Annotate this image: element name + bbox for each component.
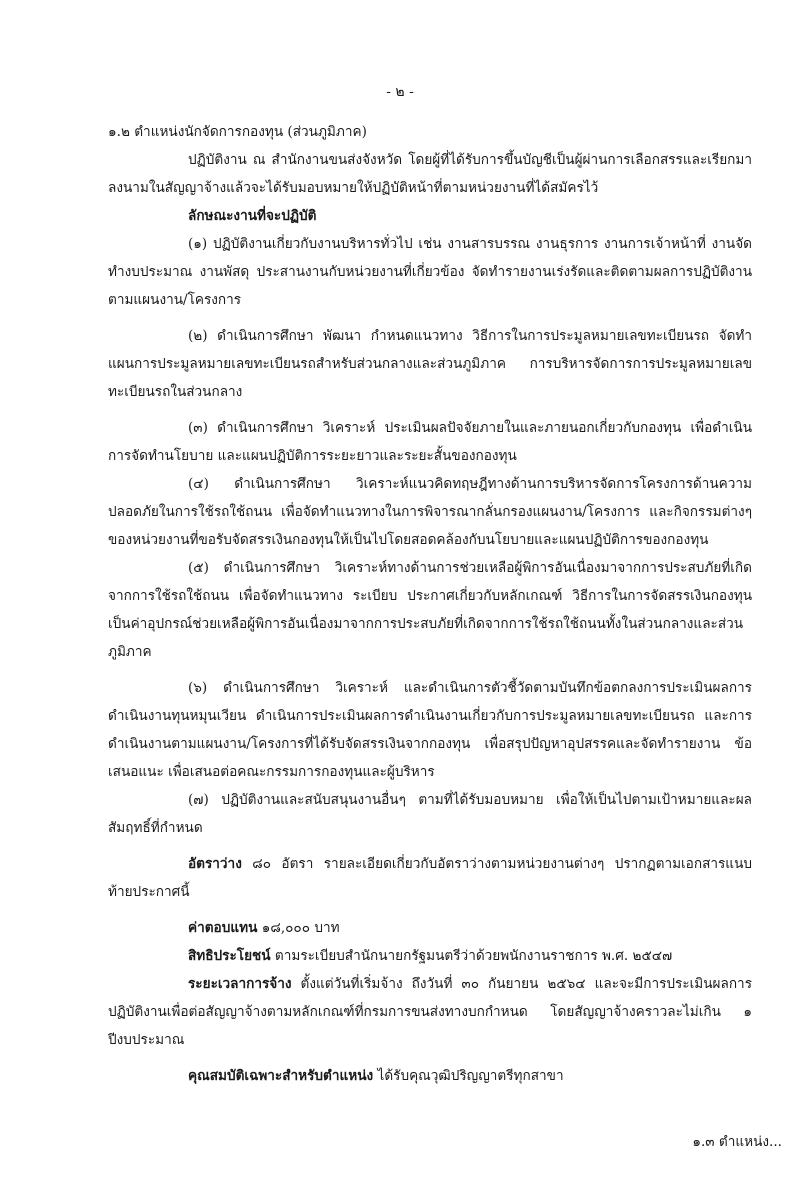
term-paragraph [108,970,752,1054]
section-heading: ๑.๒ ตำแหน่งนักจัดการกองทุน (ส่วนภูมิภาค) [108,124,367,140]
term-text: ตั้งแต่วันที่เริ่มจ้าง ถึงวันที่ ๓๐ กันยายน ๒๕๖๔ และจะมีการประเมินผลการปฏิบัติงานเพื่อต่อสัญญาจ้างตามหลักเกณฑ์ที่กรมการขนส่งทางบกกำหนด โดยสัญญาจ้างคราวละไม่เกิน ๑ ปีงบประมาณ [108,976,752,1048]
duty-item-4: (๔) ดำเนินการศึกษา วิเคราะห์แนวคิดทฤษฎีทางด้านการบริหารจัดการโครงการด้านความปลอดภัยในการใช้รถใช้ถนน เพื่อจัดทำแนวทางในการพิจารณากลั่นกรองแผนงาน/โครงการ และกิจกรรมต่างๆ ของหน่วยงานที่ขอรับจัดสรรเงินกองทุนให้เป็นไปโดยสอดคล้องกับนโยบายและแผนปฏิบัติการของกองทุน [108,476,752,548]
vacancy-paragraph [108,850,752,906]
document-body [108,118,752,1090]
section-intro: ปฏิบัติงาน ณ สำนักงานขนส่งจังหวัด โดยผู้ที่ได้รับการขึ้นบัญชีเป็นผู้ผ่านการเลือกสรรและเรียกมาลงนามในสัญญาจ้างแล้วจะได้รับมอบหมายให้ปฏิบัติหน้าที่ตามหน่วยงานที่ได้สมัครไว้ [108,152,752,196]
duty-item-3: (๓) ดำเนินการศึกษา วิเคราะห์ ประเมินผลปัจจัยภายในและภายนอกเกี่ยวกับกองทุน เพื่อดำเนินการจัดทำนโยบาย และแผนปฏิบัติการระยะยาวและระยะสั้นของกองทุน [108,420,752,464]
benefit-text: ตามระเบียบสำนักนายกรัฐมนตรีว่าด้วยพนักงานราชการ พ.ศ. ๒๕๔๗ [274,948,673,964]
pay-text: ๑๘,๐๐๐ บาท [261,920,340,936]
benefit-paragraph [108,942,752,970]
duty-item-5: (๕) ดำเนินการศึกษา วิเคราะห์ทางด้านการช่วยเหลือผู้พิการอันเนื่องมาจากการประสบภัยที่เกิดจากการใช้รถใช้ถนน เพื่อจัดทำแนวทาง ระเบียบ ประกาศเกี่ยวกับหลักเกณฑ์ วิธีการในการจัดสรรเงินกองทุนเป็นค่าอุปกรณ์ช่วยเหลือผู้พิการอันเนื่องมาจากการประสบภัยที่เกิดจากการใช้รถใช้ถนนทั้งในส่วนกลางและส่วนภูมิภาค [108,560,752,660]
qualification-label: คุณสมบัติเฉพาะสำหรับตำแหน่ง [188,1068,374,1084]
benefit-label: สิทธิประโยชน์ [188,948,271,964]
duty-item-6: (๖) ดำเนินการศึกษา วิเคราะห์ และดำเนินการตัวชี้วัดตามบันทึกข้อตกลงการประเมินผลการดำเนินงานทุนหมุนเวียน ดำเนินการประเมินผลการดำเนินงานเกี่ยวกับการประมูลหมายเลขทะเบียนรถ และการดำเนินงานตามแผนงาน/โครงการที่ได้รับจัดสรรเงินจากกองทุน เพื่อสรุปปัญหาอุปสรรคและจัดทำรายงาน ข้อเสนอแนะ เพื่อเสนอต่อคณะกรรมการกองทุนและผู้บริหาร [108,680,752,780]
duty-item-2: (๒) ดำเนินการศึกษา พัฒนา กำหนดแนวทาง วิธีการในการประมูลหมายเลขทะเบียนรถ จัดทำแผนการประมูลหมายเลขทะเบียนรถสำหรับส่วนกลางและส่วนภูมิภาค การบริหารจัดการการประมูลหมายเลขทะเบียนรถในส่วนกลาง [108,328,752,400]
qualification-paragraph [108,1062,752,1090]
pay-label: ค่าตอบแทน [188,920,258,936]
pay-paragraph [108,914,752,942]
term-label: ระยะเวลาการจ้าง [188,976,292,992]
duties-title: ลักษณะงานที่จะปฏิบัติ [188,208,317,224]
next-section-continuation: ๑.๓ ตำแหน่ง... [692,1134,782,1150]
page-number: - ๒ - [386,84,414,100]
qualification-text: ได้รับคุณวุฒิปริญญาตรีทุกสาขา [377,1068,564,1084]
duty-item-7: (๗) ปฏิบัติงานและสนับสนุนงานอื่นๆ ตามที่ได้รับมอบหมาย เพื่อให้เป็นไปตามเป้าหมายและผลสัมฤทธิ์ที่กำหนด [108,792,752,836]
vacancy-text: ๘๐ อัตรา รายละเอียดเกี่ยวกับอัตราว่างตามหน่วยงานต่างๆ ปรากฏตามเอกสารแนบท้ายประกาศนี้ [108,856,752,900]
duty-item-1: (๑) ปฏิบัติงานเกี่ยวกับงานบริหารทั่วไป เช่น งานสารบรรณ งานธุรการ งานการเจ้าหน้าที่ งานจัดทำงบประมาณ งานพัสดุ ประสานงานกับหน่วยงานที่เกี่ยวข้อง จัดทำรายงานเร่งรัดและติดตามผลการปฏิบัติงานตามแผนงาน/โครงการ [108,236,752,308]
vacancy-label: อัตราว่าง [188,856,242,872]
